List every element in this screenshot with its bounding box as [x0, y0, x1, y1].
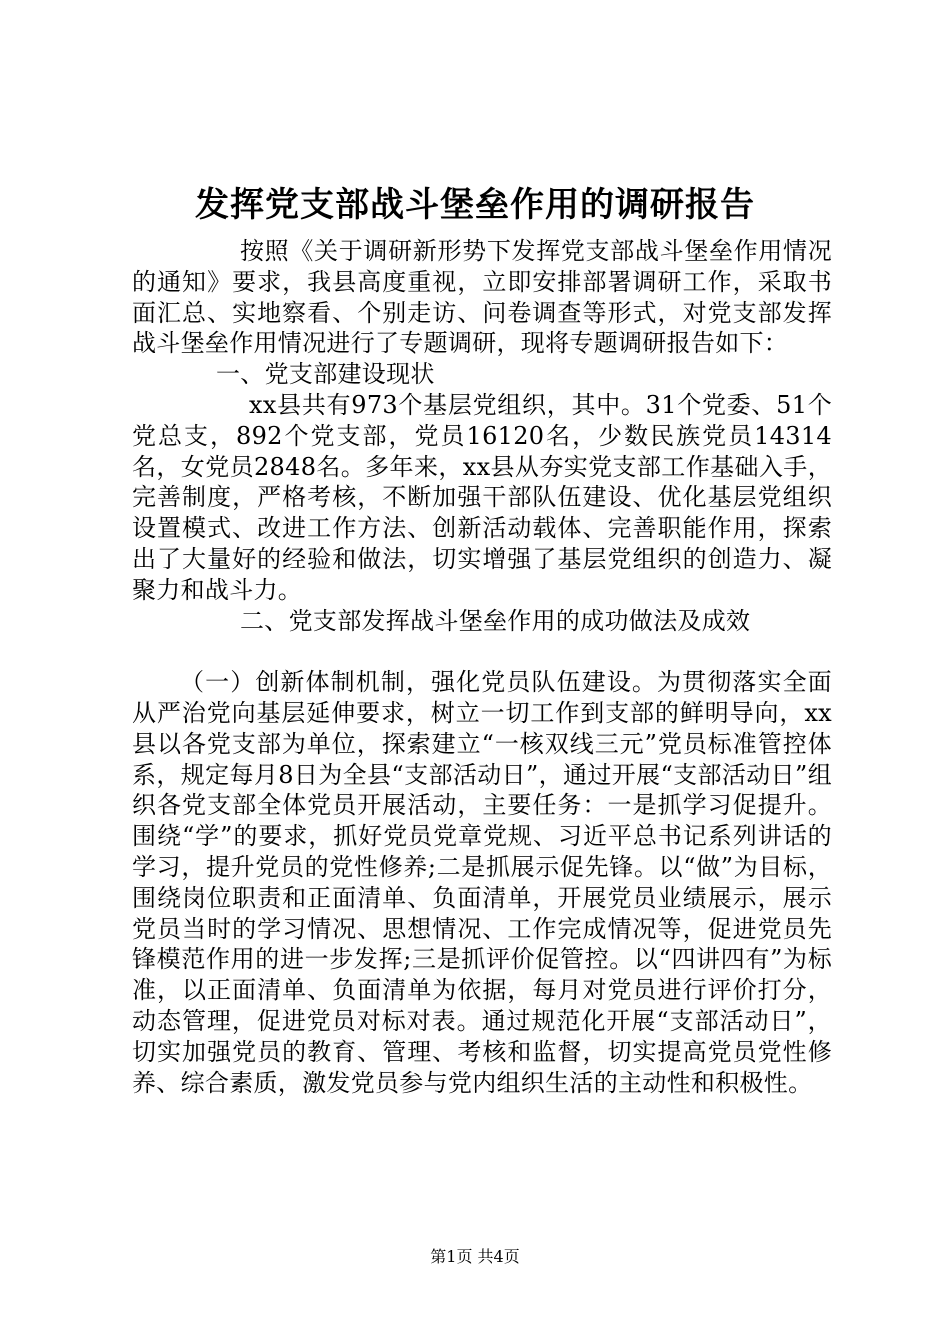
- document-title: 发挥党支部战斗堡垒作用的调研报告: [195, 185, 755, 225]
- paragraph-spacer: [132, 636, 832, 667]
- document-body: [132, 236, 832, 1098]
- intro-paragraph: 按照《关于调研新形势下发挥党支部战斗堡垒作用情况的通知》要求，我县高度重视，立即安排部署调研工作，采取书面汇总、实地察看、个别走访、问卷调查等形式，对党支部发挥战斗堡垒作用情况进行了专题调研，现将专题调研报告如下：: [132, 237, 832, 358]
- section-heading-1: 一、党支部建设现状: [216, 360, 435, 389]
- status-paragraph: xx县共有973个基层党组织，其中。31个党委、51个党总支，892个党支部，党员16120名，少数民族党员14314名，女党员2848名。多年来，xx县从夯实党支部工作基础入手，完善制度，严格考核，不断加强干部队伍建设、优化基层党组织设置模式、改进工作方法、创新活动载体、完善职能作用，探索出了大量好的经验和做法，切实增强了基层党组织的创造力、凝聚力和战斗力。: [132, 390, 832, 604]
- subsection-paragraph-1: （一）创新体制机制，强化党员队伍建设。为贯彻落实全面从严治党向基层延伸要求，树立一切工作到支部的鲜明导向，xx县以各党支部为单位，探索建立“一核双线三元”党员标准管控体系，规定每月8日为全县“支部活动日”，通过开展“支部活动日”组织各党支部全体党员开展活动，主要任务：一是抓学习促提升。围绕“学”的要求，抓好党员党章党规、习近平总书记系列讲话的学习，提升党员的党性修养;二是抓展示促先锋。以“做”为目标，围绕岗位职责和正面清单、负面清单，开展党员业绩展示，展示党员当时的学习情况、思想情况、工作完成情况等，促进党员先锋模范作用的进一步发挥;三是抓评价促管控。以“四讲四有”为标准，以正面清单、负面清单为依据，每月对党员进行评价打分，动态管理，促进党员对标对表。通过规范化开展“支部活动日”，切实加强党员的教育、管理、考核和监督，切实提高党员党性修养、综合素质，激发党员参与党内组织生活的主动性和积极性。: [132, 668, 832, 1097]
- section-heading-2: 二、党支部发挥战斗堡垒作用的成功做法及成效: [240, 606, 751, 635]
- page-footer: 第1页 共4页: [430, 1247, 520, 1266]
